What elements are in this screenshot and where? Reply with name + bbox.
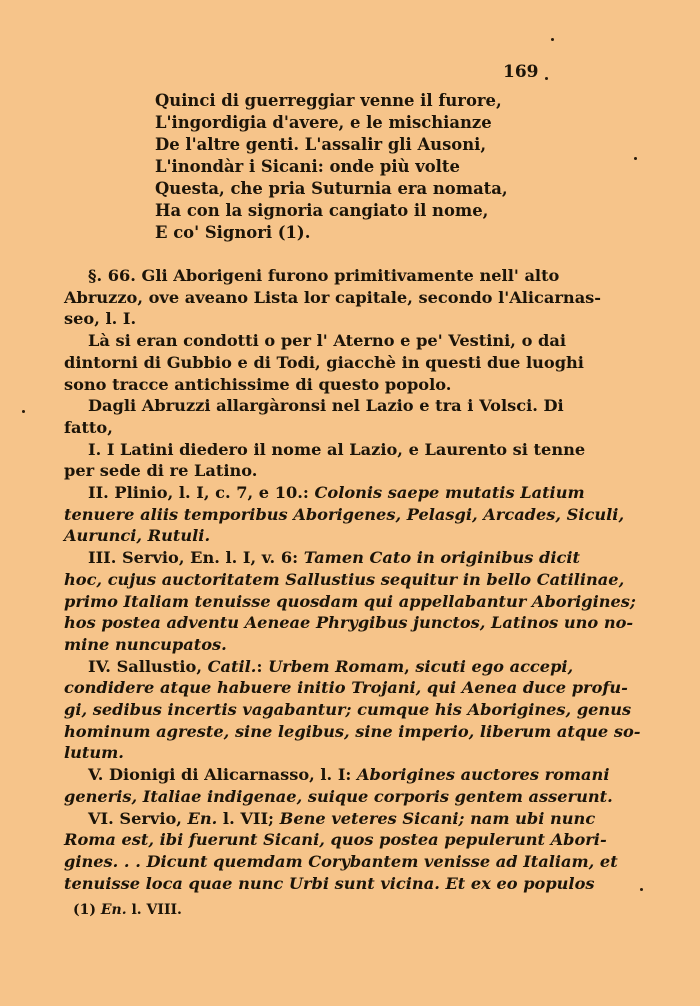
verse-line: Ha con la signoria cangiato il nome, xyxy=(155,201,489,220)
text-run: V. Dionigi di Alicarnasso, l. I: xyxy=(88,765,357,785)
text-run: III. Servio, En. l. I, v. 6: xyxy=(88,548,304,568)
italic-text: Tamen Cato in originibus dicit xyxy=(303,548,581,568)
text-line xyxy=(64,591,636,613)
text-run: VI. Servio, xyxy=(88,808,188,828)
scan-speck xyxy=(551,38,554,41)
italic-text: Aurunci, Rutuli. xyxy=(64,526,211,546)
italic-text: gi, sedibus incertis vagabantur; cumque his Aborigines, genus xyxy=(64,700,632,720)
text-run: seo, l. I. xyxy=(64,309,137,329)
text-run: Là si eran condotti o per l' Aterno e pe' Vestini, o dai xyxy=(88,331,566,351)
verse-line: L'ingordigia d'avere, e le mischianze xyxy=(155,113,492,132)
text-run: §. 66. Gli Aborigeni furono primitivamente nell' alto xyxy=(88,266,560,285)
text-line xyxy=(64,525,560,547)
paragraph xyxy=(64,330,584,395)
text-line xyxy=(64,504,625,526)
text-line xyxy=(64,764,610,786)
text-line xyxy=(64,569,625,591)
paragraph xyxy=(64,439,586,482)
italic-text: En. xyxy=(187,808,218,828)
italic-text: Colonis saepe mutatis Latium xyxy=(314,483,585,503)
text-line xyxy=(64,873,595,895)
text-run: Abruzzo, ove aveano Lista lor capitale, secondo l'Alicarnas- xyxy=(64,287,602,307)
text-line xyxy=(64,829,607,851)
scan-speck xyxy=(640,888,643,891)
text-run: dintorni di Gubbio e di Todi, giacchè in questi due luoghi xyxy=(64,352,584,372)
italic-text: hos postea adventu Aeneae Phrygibus junctos, Latinos uno no- xyxy=(64,613,634,633)
text-line xyxy=(64,374,560,396)
italic-text: gines. . . Dicunt quemdam Corybantem venisse ad Italiam, et xyxy=(64,851,618,871)
italic-text: tenuere aliis temporibus Aborigenes, Pelasgi, Arcades, Siculi, xyxy=(64,504,625,524)
scan-speck xyxy=(22,410,25,413)
italic-text: hoc, cujus auctoritatem Sallustius sequitur in bello Catilinae, xyxy=(64,569,625,589)
verse-line: E co' Signori (1). xyxy=(155,223,311,242)
italic-text: generis, Italiae indigenae, suique corporis gentem asserunt. xyxy=(64,786,613,806)
text-run: per sede di re Latino. xyxy=(64,461,258,481)
italic-text: Urbem Romam xyxy=(268,656,405,676)
text-run: sono tracce antichissime di questo popolo. xyxy=(64,374,452,394)
verse-line: Quinci di guerreggiar venne il furore, xyxy=(155,91,502,110)
main-text xyxy=(64,265,641,894)
paragraph xyxy=(64,265,602,330)
text-line xyxy=(64,634,560,656)
text-run: : xyxy=(256,656,269,676)
paragraph xyxy=(64,656,641,765)
paragraph xyxy=(64,808,618,895)
text-line xyxy=(64,612,634,634)
text-run: Dagli Abruzzi allargàronsi nel Lazio e tra i Volsci. Di xyxy=(88,396,564,416)
paragraph xyxy=(64,482,625,547)
verse-line: L'inondàr i Sicani: onde più volte xyxy=(155,157,460,176)
italic-text: condidere atque habuere initio Trojani, qui Aenea duce profu- xyxy=(64,678,628,698)
italic-text: lutum. xyxy=(64,743,124,763)
text-line xyxy=(64,699,632,721)
verse-block xyxy=(155,90,508,244)
text-line xyxy=(64,395,564,417)
verse-line: Questa, che pria Suturnia era nomata, xyxy=(155,179,508,198)
italic-text: sicuti ego accepi, xyxy=(415,656,574,676)
italic-text: primo Italiam tenuisse quosdam qui appellabantur Aborigines; xyxy=(64,591,636,611)
text-line xyxy=(64,439,586,461)
italic-text: hominum agreste, sine legibus, sine imperio, liberum atque so- xyxy=(64,721,641,741)
text-run: II. Plinio, l. I, c. 7, e 10.: xyxy=(88,483,315,503)
scan-speck xyxy=(634,157,637,160)
text-line xyxy=(64,482,585,504)
text-line xyxy=(64,851,618,873)
text-line xyxy=(64,656,574,678)
italic-text: tenuisse loca quae nunc Urbi sunt vicina. Et ex eo populos xyxy=(64,873,595,893)
italic-text: Bene veteres Sicani; nam ubi nunc xyxy=(279,808,596,828)
text-run: , xyxy=(404,656,416,676)
text-run: fatto, xyxy=(64,417,113,437)
scan-speck xyxy=(545,77,548,80)
text-line xyxy=(64,265,560,287)
text-line xyxy=(64,742,560,764)
footnote-ref: En. xyxy=(100,902,127,918)
verse-line: De l'altre genti. L'assalir gli Ausoni, xyxy=(155,135,487,154)
text-run: I. I Latini diedero il nome al Lazio, e Laurento si tenne xyxy=(88,439,586,459)
text-line xyxy=(64,308,560,330)
text-run: l. VII; xyxy=(217,808,280,828)
text-line xyxy=(64,677,628,699)
italic-text: mine nuncupatos. xyxy=(64,634,227,654)
text-line xyxy=(64,417,560,439)
text-line xyxy=(64,330,566,352)
paragraph xyxy=(64,395,564,438)
text-line xyxy=(64,547,581,569)
footnote xyxy=(73,902,182,918)
text-line xyxy=(64,786,613,808)
paragraph xyxy=(64,764,613,807)
italic-text: Roma est, ibi fuerunt Sicani, quos postea pepulerunt Abori- xyxy=(64,830,607,850)
page-number: 169 xyxy=(503,62,539,82)
italic-text: Catil. xyxy=(207,656,257,676)
text-line xyxy=(64,287,602,309)
text-run: IV. Sallustio, xyxy=(88,656,208,676)
text-line xyxy=(64,808,596,830)
paragraph xyxy=(64,547,636,656)
text-line xyxy=(64,352,584,374)
footnote-rest: l. VIII. xyxy=(126,902,182,918)
text-line xyxy=(64,721,641,743)
text-line xyxy=(64,460,560,482)
footnote-mark: (1) xyxy=(73,902,101,918)
italic-text: Aborigines auctores romani xyxy=(357,765,610,785)
